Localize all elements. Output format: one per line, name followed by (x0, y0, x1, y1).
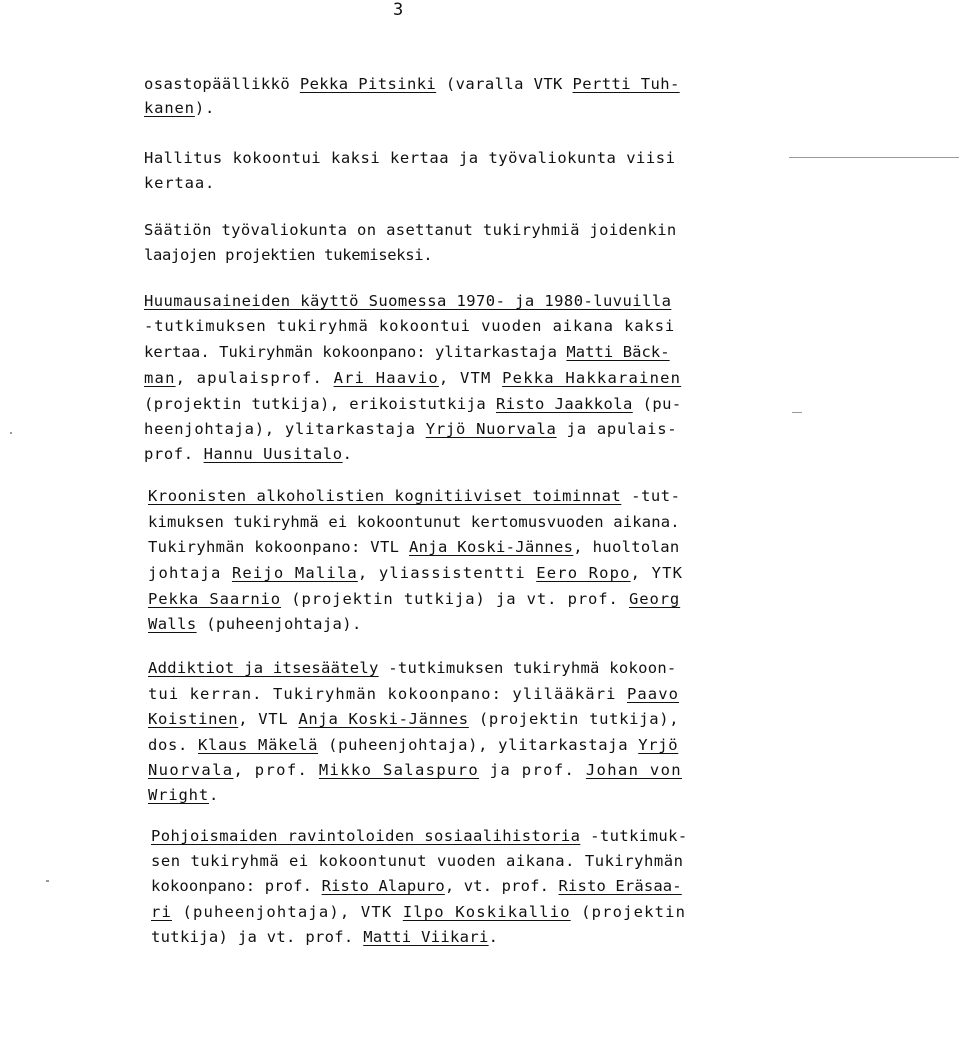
text-line (144, 98, 215, 118)
underlined-name: Addiktiot ja itsesäätely (148, 659, 379, 677)
underlined-name: Risto Jaakkola (495, 395, 633, 413)
text-line (148, 512, 680, 532)
scan-artifact-dot (10, 432, 12, 434)
text-run: , YTK (630, 564, 684, 582)
underlined-name: Walls (148, 615, 197, 633)
underlined-name: Koistinen (148, 710, 239, 728)
text-run: (pu- (632, 395, 682, 413)
text-line (151, 826, 688, 846)
text-run: , prof. (233, 761, 319, 779)
text-line (151, 927, 498, 947)
underlined-name: man (144, 369, 176, 387)
text-line (148, 735, 678, 755)
text-line (144, 444, 353, 464)
text-run: sen tukiryhmä ei kokoontunut vuoden aikana. Tukiryhmän (151, 852, 684, 870)
underlined-name: Georg (629, 590, 681, 608)
text-run: ja prof. (479, 761, 586, 779)
text-run: tui kerran. Tukiryhmän kokoonpano: ylilääkäri (148, 685, 627, 703)
text-line (148, 684, 679, 704)
underlined-name: Pekka Hakkarainen (502, 369, 682, 387)
text-line (144, 316, 675, 336)
text-run: -tutkimuksen tukiryhmä kokoon- (378, 659, 677, 677)
text-run: (projektin (570, 903, 687, 921)
scan-artifact-dash (792, 412, 802, 413)
text-run: kertaa. (144, 174, 216, 192)
text-run: . (342, 445, 353, 463)
text-run: (projektin tutkija), erikoistutkija (144, 395, 496, 413)
underlined-name: Ari Haavio (333, 369, 439, 387)
page-number: 3 (393, 0, 404, 20)
underlined-name: Anja Koski-Jännes (298, 710, 469, 728)
text-line (148, 486, 680, 506)
underlined-name: Mikko Salaspuro (318, 761, 480, 779)
text-run: . (488, 928, 499, 946)
text-run: (projektin tutkija) ja vt. prof. (281, 590, 629, 608)
underlined-name: Hannu Uusitalo (203, 445, 343, 463)
text-run: ja apulais- (556, 420, 678, 438)
text-line (151, 876, 682, 896)
text-run: Hallitus kokoontui kaksi kertaa ja työvaliokunta viisi (144, 149, 676, 167)
underlined-name: Matti Bäck- (566, 343, 670, 361)
text-line (148, 658, 677, 678)
text-run: -tutkimuk- (580, 827, 688, 845)
text-line (144, 291, 671, 311)
text-line (144, 245, 432, 265)
text-line (148, 785, 219, 805)
text-run: johtaja (148, 564, 232, 582)
underlined-name: Johan von (585, 761, 682, 779)
text-run: (puheenjohtaja), ylitarkastaja (318, 736, 639, 754)
text-line (144, 368, 681, 388)
text-line (148, 589, 680, 609)
text-line (144, 342, 670, 362)
underlined-name: Yrjö Nuorvala (425, 420, 557, 438)
underlined-name: Nuorvala (148, 761, 234, 779)
text-run: ). (194, 99, 216, 117)
underlined-name: Yrjö (638, 736, 679, 754)
underlined-name: ri (151, 903, 172, 921)
text-line (148, 614, 362, 634)
underlined-name: Pertti Tuh- (572, 75, 680, 93)
underlined-name: Pohjoismaiden ravintoloiden sosiaalihistoria (151, 827, 581, 845)
underlined-name: Eero Ropo (536, 564, 631, 582)
underlined-name: Matti Viikari (363, 928, 489, 946)
text-run: , huoltolan (573, 538, 680, 556)
underlined-name: Ilpo Koskikallio (402, 903, 571, 921)
text-line (151, 902, 686, 922)
underlined-name: Reijo Malila (231, 564, 358, 582)
text-run: tutkija) ja vt. prof. (151, 928, 364, 946)
text-run: -tutkimuksen tukiryhmä kokoontui vuoden aikana kaksi (144, 317, 676, 335)
text-run: (projektin tutkija), (468, 710, 680, 728)
text-run: kimuksen tukiryhmä ei kokoontunut kertomusvuoden aikana. (148, 513, 680, 531)
underlined-name: Risto Alapuro (321, 877, 445, 895)
text-run: Säätiön työvaliokunta on asettanut tukiryhmiä joidenkin (144, 221, 677, 239)
text-line (144, 394, 682, 414)
text-run: kertaa. Tukiryhmän kokoonpano: ylitarkastaja (144, 343, 567, 361)
underlined-name: Pekka Saarnio (148, 590, 282, 608)
text-line (144, 148, 675, 168)
underlined-name: Risto Eräsaa- (558, 877, 682, 895)
text-run: osastopäällikkö (144, 75, 300, 93)
underlined-name: Klaus Mäkelä (198, 736, 319, 754)
scan-artifact-dot (46, 880, 49, 882)
text-line (148, 709, 679, 729)
text-line (144, 74, 680, 94)
text-line (144, 419, 677, 439)
text-line (151, 851, 683, 871)
underlined-name: Wright (148, 786, 209, 804)
text-run: dos. (148, 736, 199, 754)
underlined-name: Anja Koski-Jännes (408, 538, 574, 556)
underlined-name: Pekka Pitsinki (299, 75, 437, 93)
text-line (148, 563, 683, 583)
text-run: , vt. prof. (444, 877, 559, 895)
text-run: (puheenjohtaja). (196, 615, 362, 633)
text-run: , VTL (238, 710, 299, 728)
text-run: (puheenjohtaja), VTK (171, 903, 403, 921)
text-run: (varalla VTK (436, 75, 573, 93)
text-run: , apulaisprof. (175, 369, 334, 387)
scan-artifact-line (789, 157, 959, 158)
text-line (148, 760, 682, 780)
text-run: , VTM (438, 369, 503, 387)
text-line (144, 220, 677, 240)
text-run: heenjohtaja), ylitarkastaja (144, 420, 426, 438)
text-run: , yliassistentti (357, 564, 537, 582)
text-run: Tukiryhmän kokoonpano: VTL (148, 538, 409, 556)
underlined-name: Huumausaineiden käyttö Suomessa 1970- ja 1980-luvuilla (144, 292, 672, 310)
text-run: . (209, 786, 220, 804)
underlined-name: Kroonisten alkoholistien kognitiiviset toiminnat (148, 487, 622, 505)
text-line (144, 173, 215, 193)
text-run: laajojen projektien tukemiseksi. (144, 246, 433, 264)
text-run: prof. (144, 445, 204, 463)
underlined-name: Paavo (626, 685, 680, 703)
underlined-name: kanen (144, 99, 195, 117)
text-run: -tut- (621, 487, 681, 505)
text-run: kokoonpano: prof. (151, 877, 322, 895)
text-line (148, 537, 680, 557)
